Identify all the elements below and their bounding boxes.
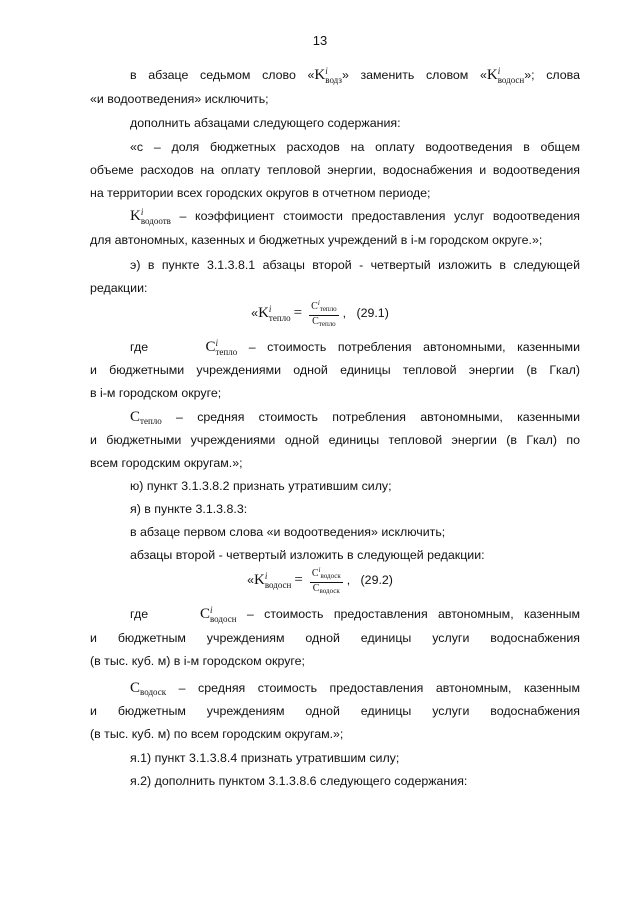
index-block: i водз [325,66,342,85]
paragraph-line [130,339,580,357]
paragraph-line: в i-м городском округе; [90,386,222,400]
text-fragment: – коэффициент стоимости предоставления услуг водоотведения [170,209,580,223]
paragraph-line: редакции: [90,281,148,295]
paragraph-line: и бюджетными учреждениями одной единицы тепловой энергии (в Гкал) по [90,433,580,447]
text-fragment: в абзаце седьмом слово « [130,68,315,82]
text-fragment: – средняя стоимость предоставления автономным, казенным [166,681,580,695]
paragraph-line: и бюджетными учреждениями одной единицы тепловой энергии (в Гкал) [90,363,580,377]
symbol-c: C [205,339,216,355]
symbol-k: K [486,67,498,83]
paragraph-line: э) в пункте 3.1.3.8.1 абзацы второй - четвертый изложить в следующей [130,258,580,272]
symbol-k: K [314,67,326,83]
paragraph-line [130,409,580,429]
paragraph-line: всем городским округам.»; [90,456,243,470]
index-block: i водосн [497,66,525,85]
paragraph-line: в абзаце первом слова «и водоотведения» исключить; [130,525,446,539]
fraction: $\frac{C^i_{водоск}}{C_{водоск}}$ [311,566,341,595]
symbol-c: C [130,409,141,425]
paragraph-line: на территории всех городских округов в отчетном периоде; [90,186,431,200]
paragraph-line [130,67,580,85]
text-fragment: – стоимость предоставления автономным, казенным [236,607,580,621]
paragraph-line: (в тыс. куб. м) в i-м городском округе; [90,654,305,668]
paragraph-line: (в тыс. куб. м) по всем городским округам.»; [90,727,344,741]
paragraph-line: дополнить абзацами следующего содержания: [130,116,401,130]
formula-tag: (29.2) [360,572,393,587]
symbol-c: C [130,680,141,696]
formula-tag: (29.1) [356,305,389,320]
text-fragment: – средняя стоимость потребления автономными, казенными [161,410,580,424]
fraction: $\frac{C^i_{тепло}}{C_{тепло}}$ [311,299,337,328]
subscript: тепло [140,416,162,426]
text-fragment: » заменить словом « [341,68,487,82]
formula-29-2: «K i водосн = $\frac{C^i_{водоск}}{C_{водоск}}$ , (29.2) [247,566,393,595]
paragraph-line: и бюджетным учреждениям одной единицы услуги водоснабжения [90,704,580,718]
text-fragment: »; слова [524,68,580,82]
paragraph-line: «c – доля бюджетных расходов на оплату водоотведения в общем [130,140,580,154]
paragraph-line: и бюджетным учреждениям одной единицы услуги водоснабжения [90,631,580,645]
page-number: 13 [312,33,328,48]
paragraph-line: абзацы второй - четвертый изложить в следующей редакции: [130,548,485,562]
paragraph-line: «и водоотведения» исключить; [90,92,269,106]
paragraph-line: для автономных, казенных и бюджетных учреждений в i-м городском округе.»; [90,233,543,247]
text-fragment: – стоимость потребления автономными, казенными [237,340,580,354]
paragraph-line [130,680,580,700]
formula-29-1: «K i тепло = $\frac{C^i_{тепло}}{C_{тепло}}$ , (29.1) [251,299,389,328]
symbol-c: C [199,606,210,622]
text-fragment: где [130,607,149,621]
paragraph-line: я.2) дополнить пунктом 3.1.3.8.6 следующего содержания: [130,774,468,788]
index-block: i тепло [215,338,238,357]
text-fragment: где [130,340,149,354]
index-block: i водоотв [140,207,171,226]
paragraph-line [130,208,580,226]
symbol-k: K [130,208,141,224]
paragraph-line: я.1) пункт 3.1.3.8.4 признать утратившим силу; [130,751,400,765]
paragraph-line: я) в пункте 3.1.3.8.3: [130,502,248,516]
subscript: водоск [140,687,167,697]
index-block: i водосн [209,605,237,624]
paragraph-line: объеме расходов на оплату тепловой энергии, водоснабжения и водоотведения [90,163,580,177]
paragraph-line: ю) пункт 3.1.3.8.2 признать утратившим силу; [130,479,392,493]
paragraph-line [130,606,580,624]
